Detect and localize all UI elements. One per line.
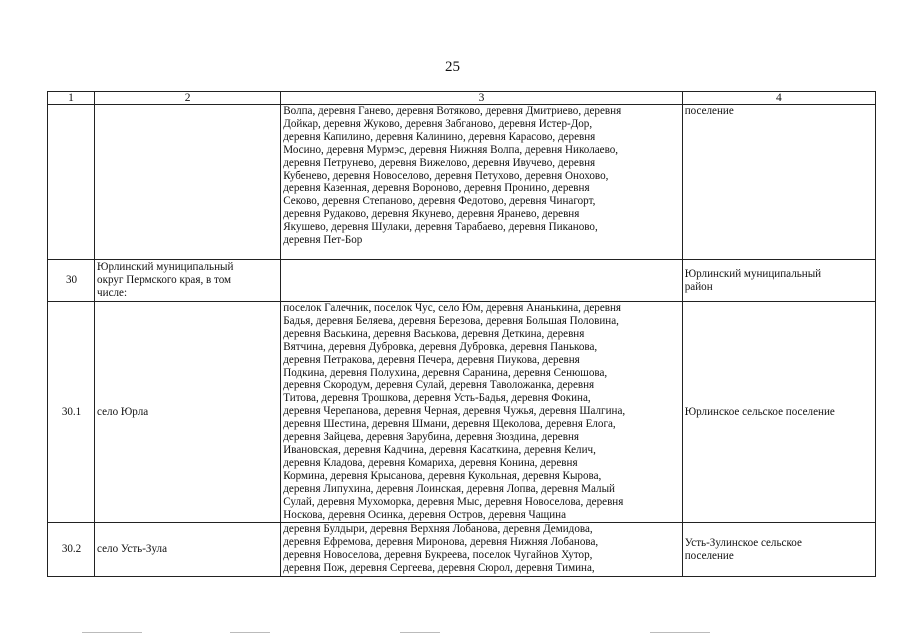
row-number-cell: 30.1 <box>48 302 95 523</box>
municipal-status-cell: Юрлинское сельское поселение <box>682 302 875 523</box>
header-cell-4: 4 <box>682 92 875 105</box>
header-cell-3: 3 <box>281 92 682 105</box>
settlements-list-cell <box>281 260 682 302</box>
row-number-cell: 30.2 <box>48 523 95 577</box>
municipality-name-cell: Юрлинский муниципальный округ Пермского края, в том числе: <box>95 260 281 302</box>
scan-artifact-line <box>650 632 710 633</box>
scan-artifact-line <box>82 632 142 633</box>
municipality-name-cell <box>95 105 281 260</box>
municipal-status-cell: Усть-Зулинское сельское поселение <box>682 523 875 577</box>
municipal-status-cell: Юрлинский муниципальный район <box>682 260 875 302</box>
table-row <box>48 105 876 260</box>
header-cell-2: 2 <box>95 92 281 105</box>
header-cell-1: 1 <box>48 92 95 105</box>
table-row <box>48 302 876 523</box>
scan-artifact-line <box>400 632 440 633</box>
settlements-list-cell: поселок Галечник, поселок Чус, село Юм, деревня Ананькина, деревня Бадья, деревня Беляева, деревня Березова, деревня Большая Половина, деревня Васькина, деревня Васькова, деревня Деткина, деревня Вятчина, деревня Дубровка, деревня Дубровка, деревня Панькова, деревня Петракова, деревня Печера, деревня Пиукова, деревня Подкина, деревня Полухина, деревня Саранина, деревня Сенюшова, деревня Скородум, деревня Сулай, деревня Таволожанка, деревня Титова, деревня Трошкова, деревня Усть-Бадья, деревня Фокина, деревня Черепанова, деревня Черная, деревня Чужья, деревня Шалгина, деревня Шестина, деревня Шмани, деревня Щеколова, деревня Елога, деревня Зайцева, деревня Зарубина, деревня Зюздина, деревня Ивановская, деревня Кадчина, деревня Касаткина, деревня Келич, деревня Кладова, деревня Комариха, деревня Конина, деревня Кормина, деревня Крысанова, деревня Кукольная, деревня Кырова, деревня Липухина, деревня Лоинская, деревня Лопва, деревня Малый Сулай, деревня Мухоморка, деревня Мыс, деревня Новоселова, деревня Носкова, деревня Осинка, деревня Остров, деревня Чащина <box>281 302 682 523</box>
settlements-table <box>47 91 876 577</box>
municipality-name-cell: село Усть-Зула <box>95 523 281 577</box>
page-number: 25 <box>445 59 460 75</box>
settlements-list-cell: Волпа, деревня Ганево, деревня Вотяково, деревня Дмитриево, деревня Дойкар, деревня Жуково, деревня Забганово, деревня Истер-Дор, деревня Капилино, деревня Калинино, деревня Карасово, деревня Мосино, деревня Мурмэс, деревня Нижняя Волпа, деревня Николаево, деревня Петрунево, деревня Вижелово, деревня Ивучево, деревня Кубенево, деревня Новоселово, деревня Петухово, деревня Онохово, деревня Казенная, деревня Вороново, деревня Пронино, деревня Секово, деревня Степаново, деревня Федотово, деревня Чинагорт, деревня Рудаково, деревня Якунево, деревня Яранево, деревня Якушево, деревня Шулаки, деревня Тарабаево, деревня Пиканово, деревня Пет-Бор <box>281 105 682 260</box>
municipal-status-cell: поселение <box>682 105 875 260</box>
table-header-row <box>48 92 876 105</box>
row-number-cell: 30 <box>48 260 95 302</box>
table-row <box>48 260 876 302</box>
settlements-list-cell: деревня Булдыри, деревня Верхняя Лобанова, деревня Демидова, деревня Ефремова, деревня Миронова, деревня Нижняя Лобанова, деревня Новоселова, деревня Букреева, поселок Чугайнов Хутор, деревня Пож, деревня Сергеева, деревня Сюрол, деревня Тимина, <box>281 523 682 577</box>
municipality-name-cell: село Юрла <box>95 302 281 523</box>
row-number-cell <box>48 105 95 260</box>
scan-artifact-line <box>230 632 270 633</box>
table-row <box>48 523 876 577</box>
